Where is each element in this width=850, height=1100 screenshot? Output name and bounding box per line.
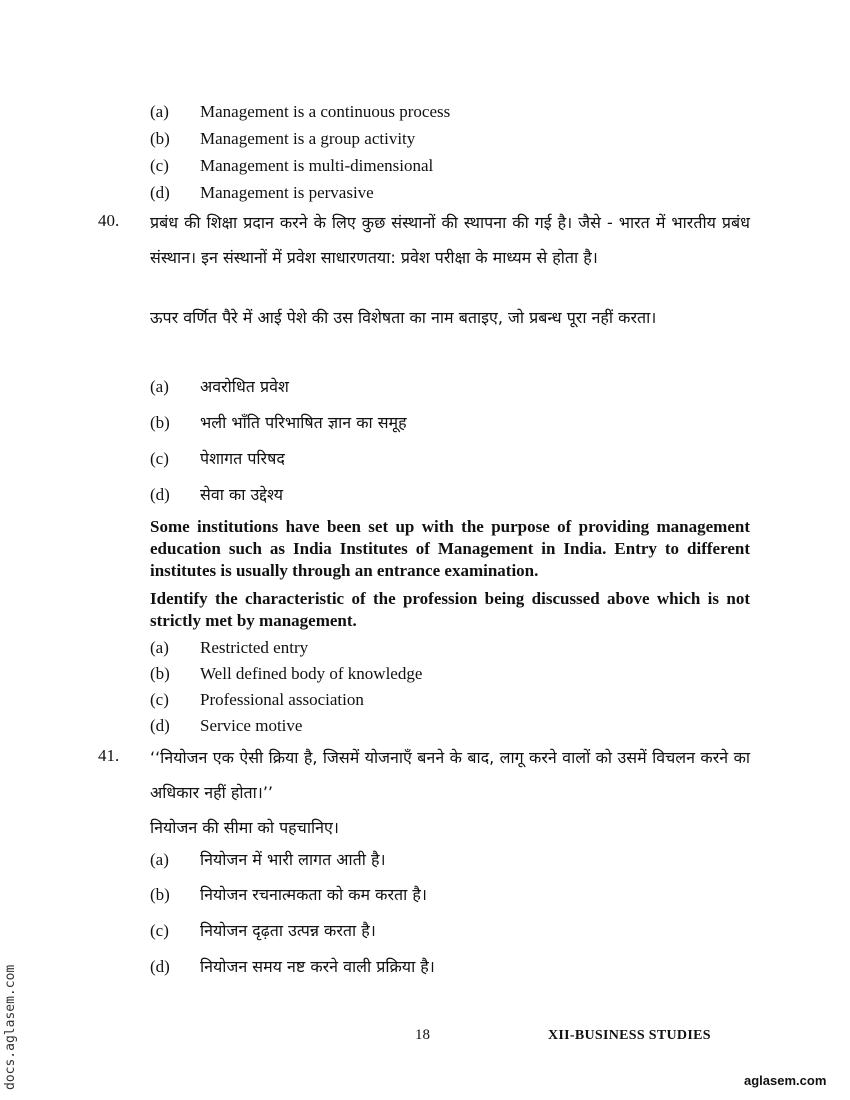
option-text: भली भाँति परिभाषित ज्ञान का समूह — [200, 413, 407, 432]
option-letter: (d) — [150, 485, 170, 504]
option-letter: (a) — [150, 638, 169, 657]
option-text: नियोजन समय नष्ट करने वाली प्रक्रिया है। — [200, 957, 435, 976]
option-text: Service motive — [200, 716, 303, 735]
option-text: Management is a group activity — [200, 129, 416, 148]
option-letter: (a) — [150, 850, 169, 869]
q40-english-stem: Some institutions have been set up with the purpose of providing management education such as India Institutes of Management in India. Entry to different institutes is usually through an entrance examination. — [150, 517, 750, 580]
option-letter: (b) — [150, 885, 170, 904]
q40-english-prompt: Identify the characteristic of the profession being discussed above which is not strictly met by management. — [150, 589, 750, 630]
side-watermark-text: docs.aglasem.com — [3, 964, 18, 1090]
option-text: Management is multi-dimensional — [200, 156, 434, 175]
option-letter: (d) — [150, 183, 170, 202]
option-letter: (c) — [150, 921, 169, 940]
question-number-41: 41. — [98, 746, 120, 765]
option-letter: (c) — [150, 156, 169, 175]
option-text: Management is pervasive — [200, 183, 374, 202]
option-letter: (d) — [150, 716, 170, 735]
option-text: नियोजन रचनात्मकता को कम करता है। — [200, 885, 427, 904]
option-letter: (c) — [150, 690, 169, 709]
option-text: नियोजन में भारी लागत आती है। — [200, 850, 386, 869]
option-letter: (c) — [150, 449, 169, 468]
option-letter: (b) — [150, 413, 170, 432]
subject-title: XII-BUSINESS STUDIES — [548, 1028, 711, 1043]
option-text: Well defined body of knowledge — [200, 664, 423, 683]
option-text: नियोजन दृढ़ता उत्पन्न करता है। — [200, 921, 376, 940]
option-text: Management is a continuous process — [200, 102, 451, 121]
brand-watermark[interactable]: aglasem.com — [744, 1073, 827, 1088]
q40-hindi-prompt: ऊपर वर्णित पैरे में आई पेशे की उस विशेषता का नाम बताइए, जो प्रबन्ध पूरा नहीं करता। — [150, 308, 657, 327]
q40-hindi-stem: प्रबंध की शिक्षा प्रदान करने के लिए कुछ संस्थानों की स्थापना की गई है। जैसे - भारत में भारतीय प्रबंध संस्थान। इन संस्थानों में प्रवेश साधारणतया: प्रवेश परीक्षा के माध्यम से होता है। — [150, 213, 750, 267]
option-letter: (a) — [150, 102, 169, 121]
option-letter: (d) — [150, 957, 170, 976]
q41-hindi-stem: ‘‘नियोजन एक ऐसी क्रिया है, जिसमें योजनाएँ बनने के बाद, लागू करने वालों को उसमें विचलन करने का अधिकार नहीं होता।’’ — [150, 748, 750, 802]
option-letter: (a) — [150, 377, 169, 396]
option-text: पेशागत परिषद — [200, 449, 285, 468]
option-text: Professional association — [200, 690, 364, 709]
option-text: अवरोधित प्रवेश — [200, 377, 289, 396]
side-watermark — [2, 930, 22, 1090]
option-letter: (b) — [150, 664, 170, 683]
option-text: Restricted entry — [200, 638, 309, 657]
option-letter: (b) — [150, 129, 170, 148]
option-text: सेवा का उद्देश्य — [200, 485, 284, 504]
page-number: 18 — [415, 1027, 430, 1043]
question-number-40: 40. — [98, 211, 120, 230]
q41-hindi-prompt: नियोजन की सीमा को पहचानिए। — [150, 818, 339, 837]
